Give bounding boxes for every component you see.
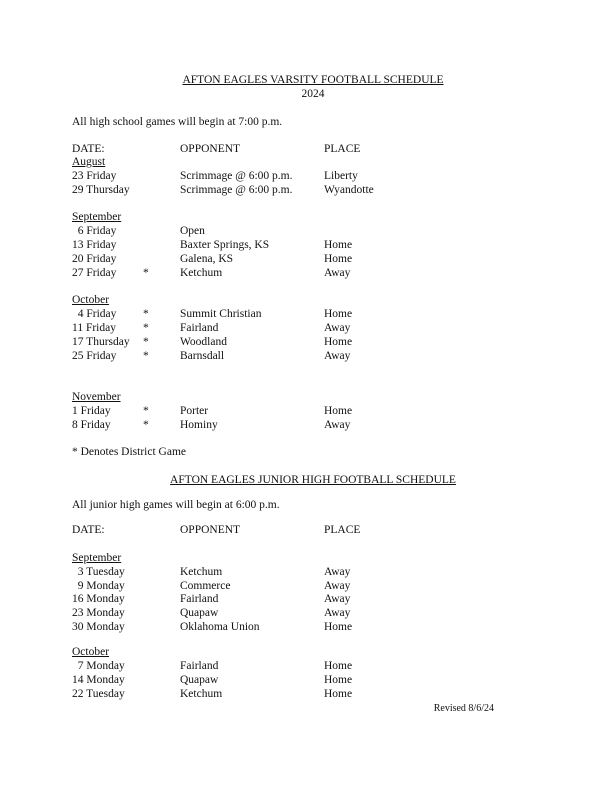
- varsity-title: AFTON EAGLES VARSITY FOOTBALL SCHEDULE: [182, 74, 444, 86]
- game-place: Away: [324, 419, 351, 431]
- game-place: Home: [324, 405, 353, 417]
- district-marker: *: [143, 267, 149, 279]
- game-opponent: Ketchum: [180, 688, 223, 700]
- month-heading: October: [72, 294, 110, 306]
- game-date: 23 Monday: [72, 607, 125, 619]
- district-marker: *: [143, 308, 149, 320]
- game-place: Home: [324, 239, 353, 251]
- game-place: Home: [324, 674, 353, 686]
- game-date: 23 Friday: [72, 170, 117, 182]
- game-place: Home: [324, 621, 353, 633]
- game-place: Away: [324, 593, 351, 605]
- game-opponent: Galena, KS: [180, 253, 234, 265]
- game-opponent: Fairland: [180, 593, 219, 605]
- game-date: 3 Tuesday: [72, 566, 125, 578]
- game-opponent: Ketchum: [180, 267, 223, 279]
- game-place: Away: [324, 350, 351, 362]
- header-date: DATE:: [72, 524, 105, 536]
- game-place: Away: [324, 580, 351, 592]
- game-place: Home: [324, 308, 353, 320]
- game-date: 4 Friday: [72, 308, 117, 320]
- game-opponent: Scrimmage @ 6:00 p.m.: [180, 170, 293, 182]
- game-opponent: Baxter Springs, KS: [180, 239, 270, 251]
- game-date: 25 Friday: [72, 350, 117, 362]
- game-date: 1 Friday: [72, 405, 111, 417]
- header-place: PLACE: [324, 143, 361, 155]
- game-place: Away: [324, 566, 351, 578]
- game-opponent: Ketchum: [180, 566, 223, 578]
- game-date: 22 Tuesday: [72, 688, 125, 700]
- game-opponent: Barnsdall: [180, 350, 225, 362]
- game-opponent: Quapaw: [180, 607, 219, 619]
- game-opponent: Quapaw: [180, 674, 219, 686]
- district-marker: *: [143, 322, 149, 334]
- game-date: 7 Monday: [72, 660, 125, 672]
- game-place: Away: [324, 267, 351, 279]
- game-date: 13 Friday: [72, 239, 117, 251]
- game-opponent: Open: [180, 225, 205, 237]
- game-place: Home: [324, 688, 353, 700]
- game-date: 14 Monday: [72, 674, 125, 686]
- month-heading: October: [72, 646, 110, 658]
- game-opponent: Summit Christian: [180, 308, 262, 320]
- month-heading: August: [72, 156, 106, 168]
- game-place: Liberty: [324, 170, 358, 182]
- game-opponent: Porter: [180, 405, 209, 417]
- game-date: 9 Monday: [72, 580, 125, 592]
- district-marker: *: [143, 350, 149, 362]
- varsity-note: All high school games will begin at 7:00 p.m.: [72, 116, 283, 128]
- junior-high-note: All junior high games will begin at 6:00 p.m.: [72, 499, 280, 511]
- month-heading: September: [72, 552, 122, 564]
- game-date: 17 Thursday: [72, 336, 130, 348]
- game-place: Wyandotte: [324, 184, 374, 196]
- game-date: 30 Monday: [72, 621, 125, 633]
- header-opponent: OPPONENT: [180, 524, 241, 536]
- game-opponent: Commerce: [180, 580, 231, 592]
- varsity-year: 2024: [301, 88, 325, 100]
- game-opponent: Fairland: [180, 660, 219, 672]
- game-opponent: Woodland: [180, 336, 227, 348]
- header-opponent: OPPONENT: [180, 143, 241, 155]
- game-date: 27 Friday: [72, 267, 117, 279]
- game-place: Home: [324, 253, 353, 265]
- month-heading: September: [72, 211, 122, 223]
- game-date: 29 Thursday: [72, 184, 130, 196]
- game-opponent: Scrimmage @ 6:00 p.m.: [180, 184, 293, 196]
- game-place: Home: [324, 336, 353, 348]
- junior-high-title: AFTON EAGLES JUNIOR HIGH FOOTBALL SCHEDULE: [170, 474, 456, 486]
- district-marker: *: [143, 336, 149, 348]
- revised-date: Revised 8/6/24: [433, 703, 494, 714]
- district-marker: *: [143, 405, 149, 417]
- game-date: 8 Friday: [72, 419, 111, 431]
- game-place: Away: [324, 322, 351, 334]
- game-place: Away: [324, 607, 351, 619]
- game-opponent: Fairland: [180, 322, 219, 334]
- game-place: Home: [324, 660, 353, 672]
- game-opponent: Oklahoma Union: [180, 621, 260, 633]
- district-marker: *: [143, 419, 149, 431]
- district-footnote: * Denotes District Game: [72, 446, 187, 458]
- game-date: 6 Friday: [72, 225, 117, 237]
- game-opponent: Hominy: [180, 419, 218, 431]
- game-date: 16 Monday: [72, 593, 125, 605]
- header-date: DATE:: [72, 143, 105, 155]
- game-date: 11 Friday: [72, 322, 116, 334]
- month-heading: November: [72, 391, 121, 403]
- game-date: 20 Friday: [72, 253, 117, 265]
- header-place: PLACE: [324, 524, 361, 536]
